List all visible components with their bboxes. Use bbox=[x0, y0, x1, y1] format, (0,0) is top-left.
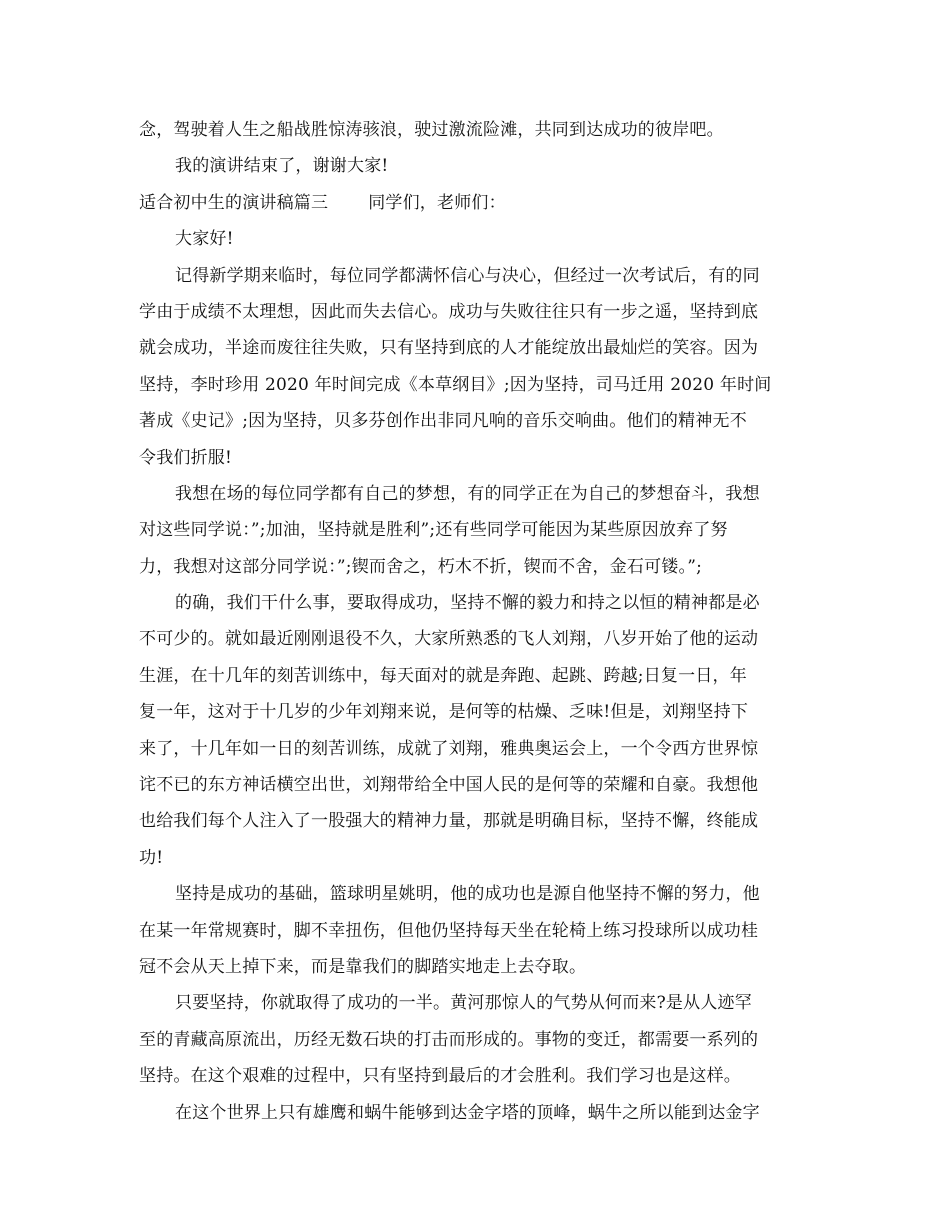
text-line: 记得新学期来临时，每位同学都满怀信心与决心，但经过一次考试后，有的同 bbox=[175, 265, 760, 286]
text-line: 我想在场的每位同学都有自己的梦想，有的同学正在为自己的梦想奋斗，我想 bbox=[175, 483, 760, 504]
text-line: 令我们折服! bbox=[139, 447, 233, 468]
text-line: 只要坚持，你就取得了成功的一半。黄河那惊人的气势从何而来?是从人迹罕 bbox=[175, 993, 752, 1014]
section-heading-title: 适合初中生的演讲稿篇三 bbox=[139, 192, 329, 213]
text-line: 在这个世界上只有雄鹰和蜗牛能够到达金字塔的顶峰，蜗牛之所以能到达金字 bbox=[175, 1102, 760, 1123]
text-line: 的确，我们干什么事，要取得成功，坚持不懈的毅力和持之以恒的精神都是必 bbox=[175, 593, 760, 614]
text-line: 生涯，在十几年的刻苦训练中，每天面对的就是奔跑、起跳、跨越;日复一日，年 bbox=[139, 665, 747, 686]
text-line: 功! bbox=[139, 847, 164, 868]
text-line: 念，驾驶着人生之船战胜惊涛骇浪，驶过激流险滩，共同到达成功的彼岸吧。 bbox=[139, 120, 724, 140]
text-line: 我的演讲结束了，谢谢大家! bbox=[175, 156, 389, 177]
text-line: 学由于成绩不太理想，因此而失去信心。成功与失败往往只有一步之遥，坚持到底 bbox=[139, 301, 759, 322]
section-heading-line bbox=[139, 185, 811, 221]
text-line: 诧不已的东方神话横空出世，刘翔带给全中国人民的是何等的荣耀和自豪。我想他 bbox=[139, 775, 759, 796]
text-line: 大家好! bbox=[175, 229, 234, 250]
document-body bbox=[139, 112, 811, 1131]
text-line: 著成《史记》;因为坚持，贝多芬创作出非同凡响的音乐交响曲。他们的精神无不 bbox=[139, 411, 747, 432]
text-line: 至的青藏高原流出，历经无数石块的打击而形成的。事物的变迁，都需要一系列的 bbox=[139, 1029, 759, 1050]
text-line: 坚持。在这个艰难的过程中，只有坚持到最后的才会胜利。我们学习也是这样。 bbox=[139, 1066, 741, 1087]
text-line: 来了，十几年如一日的刻苦训练，成就了刘翔，雅典奥运会上，一个令西方世界惊 bbox=[139, 738, 759, 759]
text-line: 不可少的。就如最近刚刚退役不久，大家所熟悉的飞人刘翔，八岁开始了他的运动 bbox=[139, 629, 759, 650]
text-line: 复一年，这对于十几岁的少年刘翔来说，是何等的枯燥、乏味!但是，刘翔坚持下 bbox=[139, 702, 749, 723]
text-line: 力，我想对这部分同学说：”;锲而舍之，朽木不折，锲而不舍，金石可镂。”; bbox=[139, 556, 703, 577]
text-line: 也给我们每个人注入了一股强大的精神力量，那就是明确目标，坚持不懈，终能成 bbox=[139, 811, 759, 832]
section-greeting: 同学们，老师们： bbox=[368, 192, 506, 213]
text-line: 坚持是成功的基础，篮球明星姚明，他的成功也是源自他坚持不懈的努力，他 bbox=[175, 884, 760, 905]
text-line: 在某一年常规赛时，脚不幸扭伤，但他仍坚持每天坐在轮椅上练习投球所以成功桂 bbox=[139, 920, 759, 941]
text-line: 冠不会从天上掉下来，而是靠我们的脚踏实地走上去夺取。 bbox=[139, 956, 587, 977]
text-line: 对这些同学说：”;加油，坚持就是胜利”;还有些同学可能因为某些原因放弃了努 bbox=[139, 520, 728, 541]
text-line: 就会成功，半途而废往往失败，只有坚持到底的人才能绽放出最灿烂的笑容。因为 bbox=[139, 338, 759, 359]
text-line: 坚持，李时珍用 2020 年时间完成《本草纲目》;因为坚持，司马迁用 2020 年时间 bbox=[139, 374, 772, 395]
